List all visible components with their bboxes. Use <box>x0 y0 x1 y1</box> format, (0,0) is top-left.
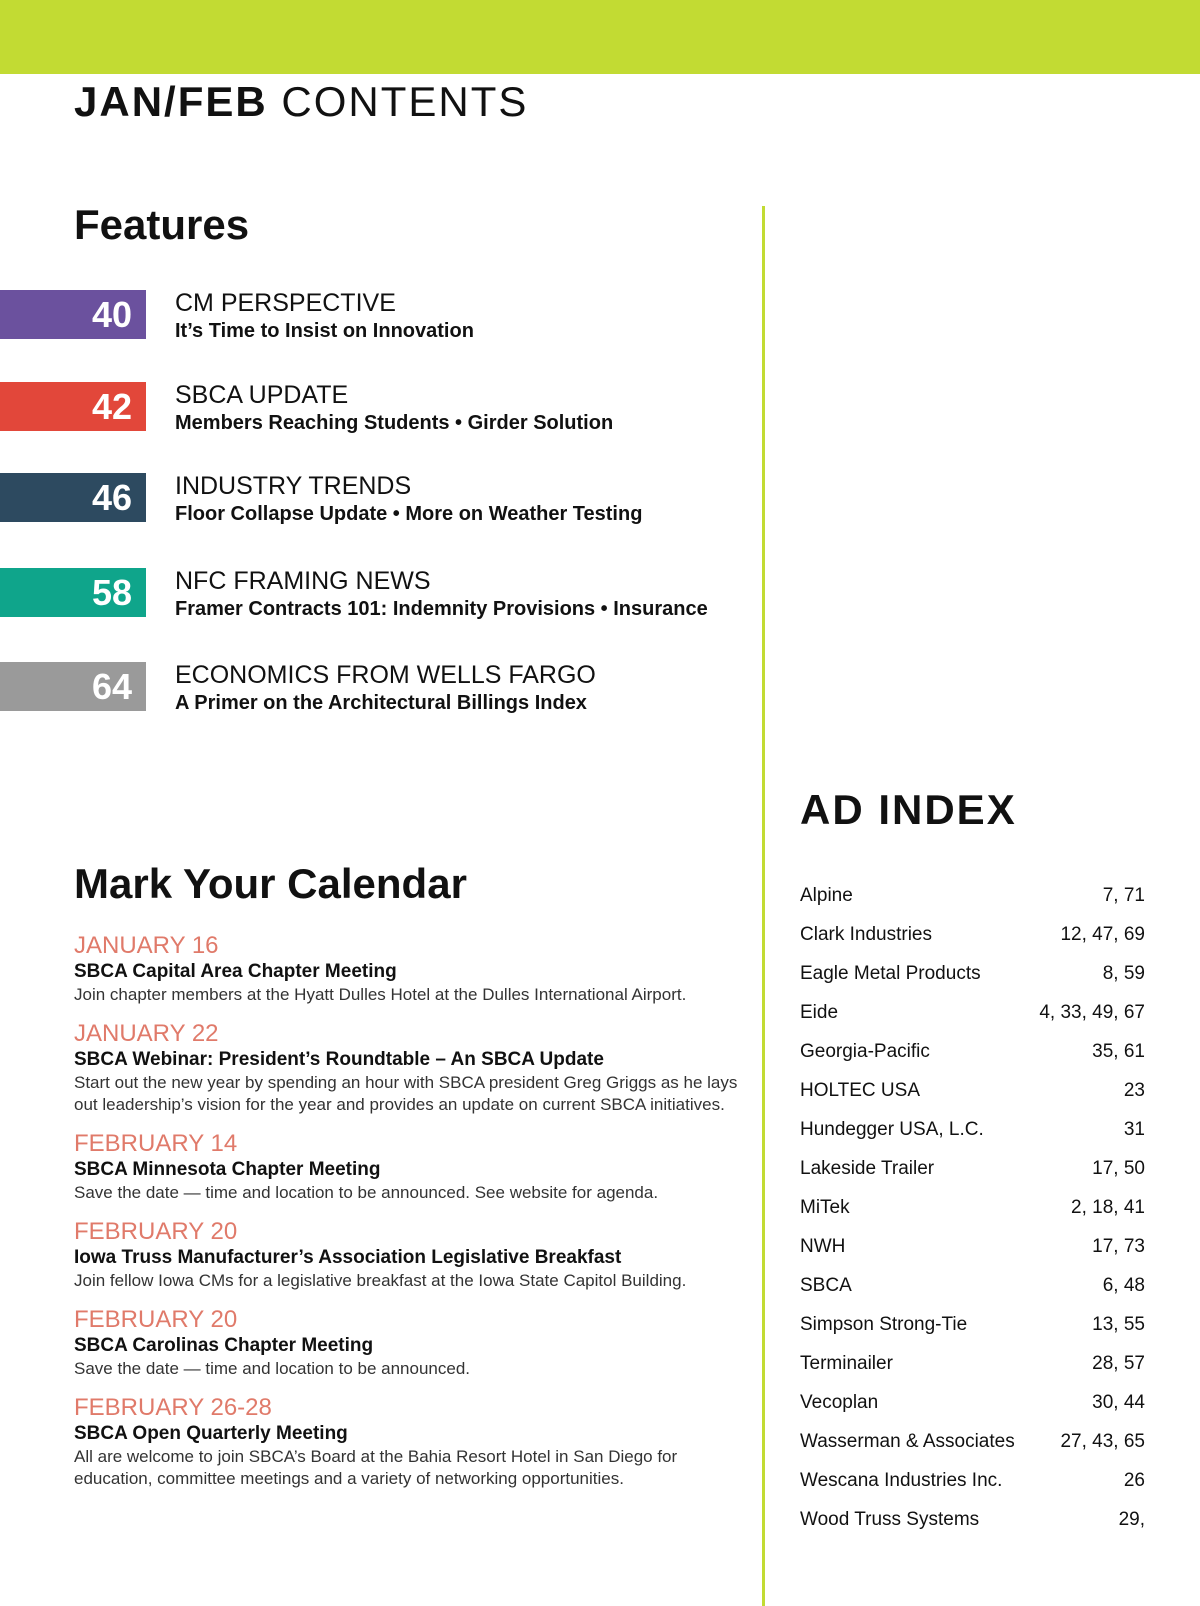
feature-title: ECONOMICS FROM WELLS FARGO <box>175 661 596 689</box>
advertiser-name: Simpson Strong-Tie <box>800 1314 968 1335</box>
advertiser-pages: 8, 59 <box>1102 963 1145 984</box>
advertiser-pages: 7, 71 <box>1102 885 1145 906</box>
advertiser-pages: 30, 44 <box>1092 1392 1145 1413</box>
top-color-bar <box>0 0 1200 74</box>
ad-index-row <box>800 1311 1145 1350</box>
event-description: Save the date — time and location to be announced. <box>74 1359 470 1378</box>
column-divider <box>762 206 765 1606</box>
advertiser-pages: 2, 18, 41 <box>1071 1197 1145 1218</box>
event-description: All are welcome to join SBCA’s Board at the Bahia Resort Hotel in San Diego for education, committee meetings and a variety of networking opportunities. <box>74 1447 678 1488</box>
event-description: Join chapter members at the Hyatt Dulles Hotel at the Dulles International Airport. <box>74 985 687 1004</box>
event-date: JANUARY 22 <box>74 1020 219 1047</box>
ad-index-row <box>800 1350 1145 1389</box>
feature-item <box>0 473 740 533</box>
event-date: JANUARY 16 <box>74 932 219 959</box>
ad-index-row <box>800 1155 1145 1194</box>
advertiser-name: Eide <box>800 1002 839 1023</box>
feature-item <box>0 290 740 350</box>
feature-page-number: 64 <box>0 662 146 711</box>
advertiser-pages: 23 <box>1123 1080 1145 1101</box>
ad-index-row <box>800 999 1145 1038</box>
feature-subtitle: It’s Time to Insist on Innovation <box>175 320 474 342</box>
ad-index-row <box>800 921 1145 960</box>
event-description: Join fellow Iowa CMs for a legislative breakfast at the Iowa State Capitol Building. <box>74 1271 687 1290</box>
ad-index-row <box>800 1116 1145 1155</box>
ad-index-row <box>800 960 1145 999</box>
feature-item <box>0 568 740 628</box>
ad-index-title-bold: AD <box>800 786 865 833</box>
ad-index-row <box>800 1233 1145 1272</box>
event-title: SBCA Open Quarterly Meeting <box>74 1423 348 1444</box>
advertiser-pages: 17, 73 <box>1092 1236 1145 1257</box>
page-title-bold: JAN/FEB <box>74 78 268 125</box>
advertiser-pages: 4, 33, 49, 67 <box>1039 1002 1145 1023</box>
calendar-event <box>74 1020 754 1116</box>
feature-item <box>0 662 740 722</box>
advertiser-pages: 13, 55 <box>1092 1314 1145 1335</box>
event-description: Save the date — time and location to be announced. See website for agenda. <box>74 1183 659 1202</box>
event-title: SBCA Capital Area Chapter Meeting <box>74 961 397 982</box>
advertiser-name: Terminailer <box>800 1353 893 1374</box>
ad-index-row <box>800 1506 1145 1545</box>
feature-subtitle: A Primer on the Architectural Billings Index <box>175 692 587 714</box>
feature-title: CM PERSPECTIVE <box>175 289 396 317</box>
feature-item <box>0 382 740 442</box>
ad-index-row <box>800 1428 1145 1467</box>
advertiser-pages: 28, 57 <box>1092 1353 1145 1374</box>
calendar-list <box>74 932 754 1504</box>
feature-title: SBCA UPDATE <box>175 381 349 409</box>
ad-index-row <box>800 1272 1145 1311</box>
advertiser-pages: 31 <box>1123 1119 1145 1140</box>
advertiser-pages: 26 <box>1123 1470 1145 1491</box>
features-heading: Features <box>74 201 250 248</box>
advertiser-name: Eagle Metal Products <box>800 963 981 984</box>
advertiser-name: Clark Industries <box>800 924 932 945</box>
event-date: FEBRUARY 20 <box>74 1218 238 1245</box>
ad-index-row <box>800 1038 1145 1077</box>
event-date: FEBRUARY 26-28 <box>74 1394 272 1421</box>
calendar-event <box>74 1306 754 1380</box>
advertiser-name: NWH <box>800 1236 846 1257</box>
calendar-heading: Mark Your Calendar <box>74 860 467 907</box>
ad-index-row <box>800 1077 1145 1116</box>
feature-page-number: 40 <box>0 290 146 339</box>
feature-page-number: 46 <box>0 473 146 522</box>
event-title: SBCA Webinar: President’s Roundtable – An SBCA Update <box>74 1049 604 1070</box>
calendar-event <box>74 1394 754 1490</box>
calendar-event <box>74 932 754 1006</box>
advertiser-name: Lakeside Trailer <box>800 1158 935 1179</box>
feature-subtitle: Framer Contracts 101: Indemnity Provisions • Insurance <box>175 598 708 620</box>
advertiser-name: Wood Truss Systems <box>800 1509 980 1530</box>
event-title: SBCA Carolinas Chapter Meeting <box>74 1335 374 1356</box>
calendar-event <box>74 1130 754 1204</box>
advertiser-pages: 17, 50 <box>1092 1158 1145 1179</box>
ad-index-row <box>800 882 1145 921</box>
feature-title: INDUSTRY TRENDS <box>175 472 412 500</box>
page-title-light: CONTENTS <box>281 78 529 125</box>
feature-page-number: 58 <box>0 568 146 617</box>
event-title: SBCA Minnesota Chapter Meeting <box>74 1159 381 1180</box>
feature-subtitle: Floor Collapse Update • More on Weather Testing <box>175 503 643 525</box>
feature-page-number: 42 <box>0 382 146 431</box>
advertiser-name: Wescana Industries Inc. <box>800 1470 1003 1491</box>
advertiser-name: Hundegger USA, L.C. <box>800 1119 984 1140</box>
ad-index-title <box>800 786 1017 834</box>
advertiser-pages: 12, 47, 69 <box>1060 924 1145 945</box>
advertiser-pages: 6, 48 <box>1102 1275 1145 1296</box>
advertiser-name: Georgia-Pacific <box>800 1041 930 1062</box>
advertiser-name: MiTek <box>800 1197 850 1218</box>
feature-title: NFC FRAMING NEWS <box>175 567 431 595</box>
event-description: Start out the new year by spending an hour with SBCA president Greg Griggs as he lays out leadership’s vision for the year and provides an update on current SBCA initiatives. <box>74 1073 738 1114</box>
ad-index-row <box>800 1194 1145 1233</box>
event-date: FEBRUARY 14 <box>74 1130 238 1157</box>
advertiser-pages: 35, 61 <box>1092 1041 1145 1062</box>
ad-index-list <box>800 882 1145 1545</box>
advertiser-pages: 27, 43, 65 <box>1060 1431 1145 1452</box>
ad-index-title-light: INDEX <box>878 786 1017 833</box>
calendar-event <box>74 1218 754 1292</box>
advertiser-name: SBCA <box>800 1275 852 1296</box>
advertiser-name: Alpine <box>800 885 853 906</box>
ad-index-row <box>800 1467 1145 1506</box>
page-title <box>74 78 528 126</box>
ad-index-row <box>800 1389 1145 1428</box>
event-date: FEBRUARY 20 <box>74 1306 238 1333</box>
advertiser-pages: 29, <box>1118 1509 1145 1530</box>
event-title: Iowa Truss Manufacturer’s Association Legislative Breakfast <box>74 1247 622 1268</box>
feature-subtitle: Members Reaching Students • Girder Solution <box>175 412 614 434</box>
advertiser-name: Wasserman & Associates <box>800 1431 1015 1452</box>
advertiser-name: Vecoplan <box>800 1392 879 1413</box>
advertiser-name: HOLTEC USA <box>800 1080 921 1101</box>
